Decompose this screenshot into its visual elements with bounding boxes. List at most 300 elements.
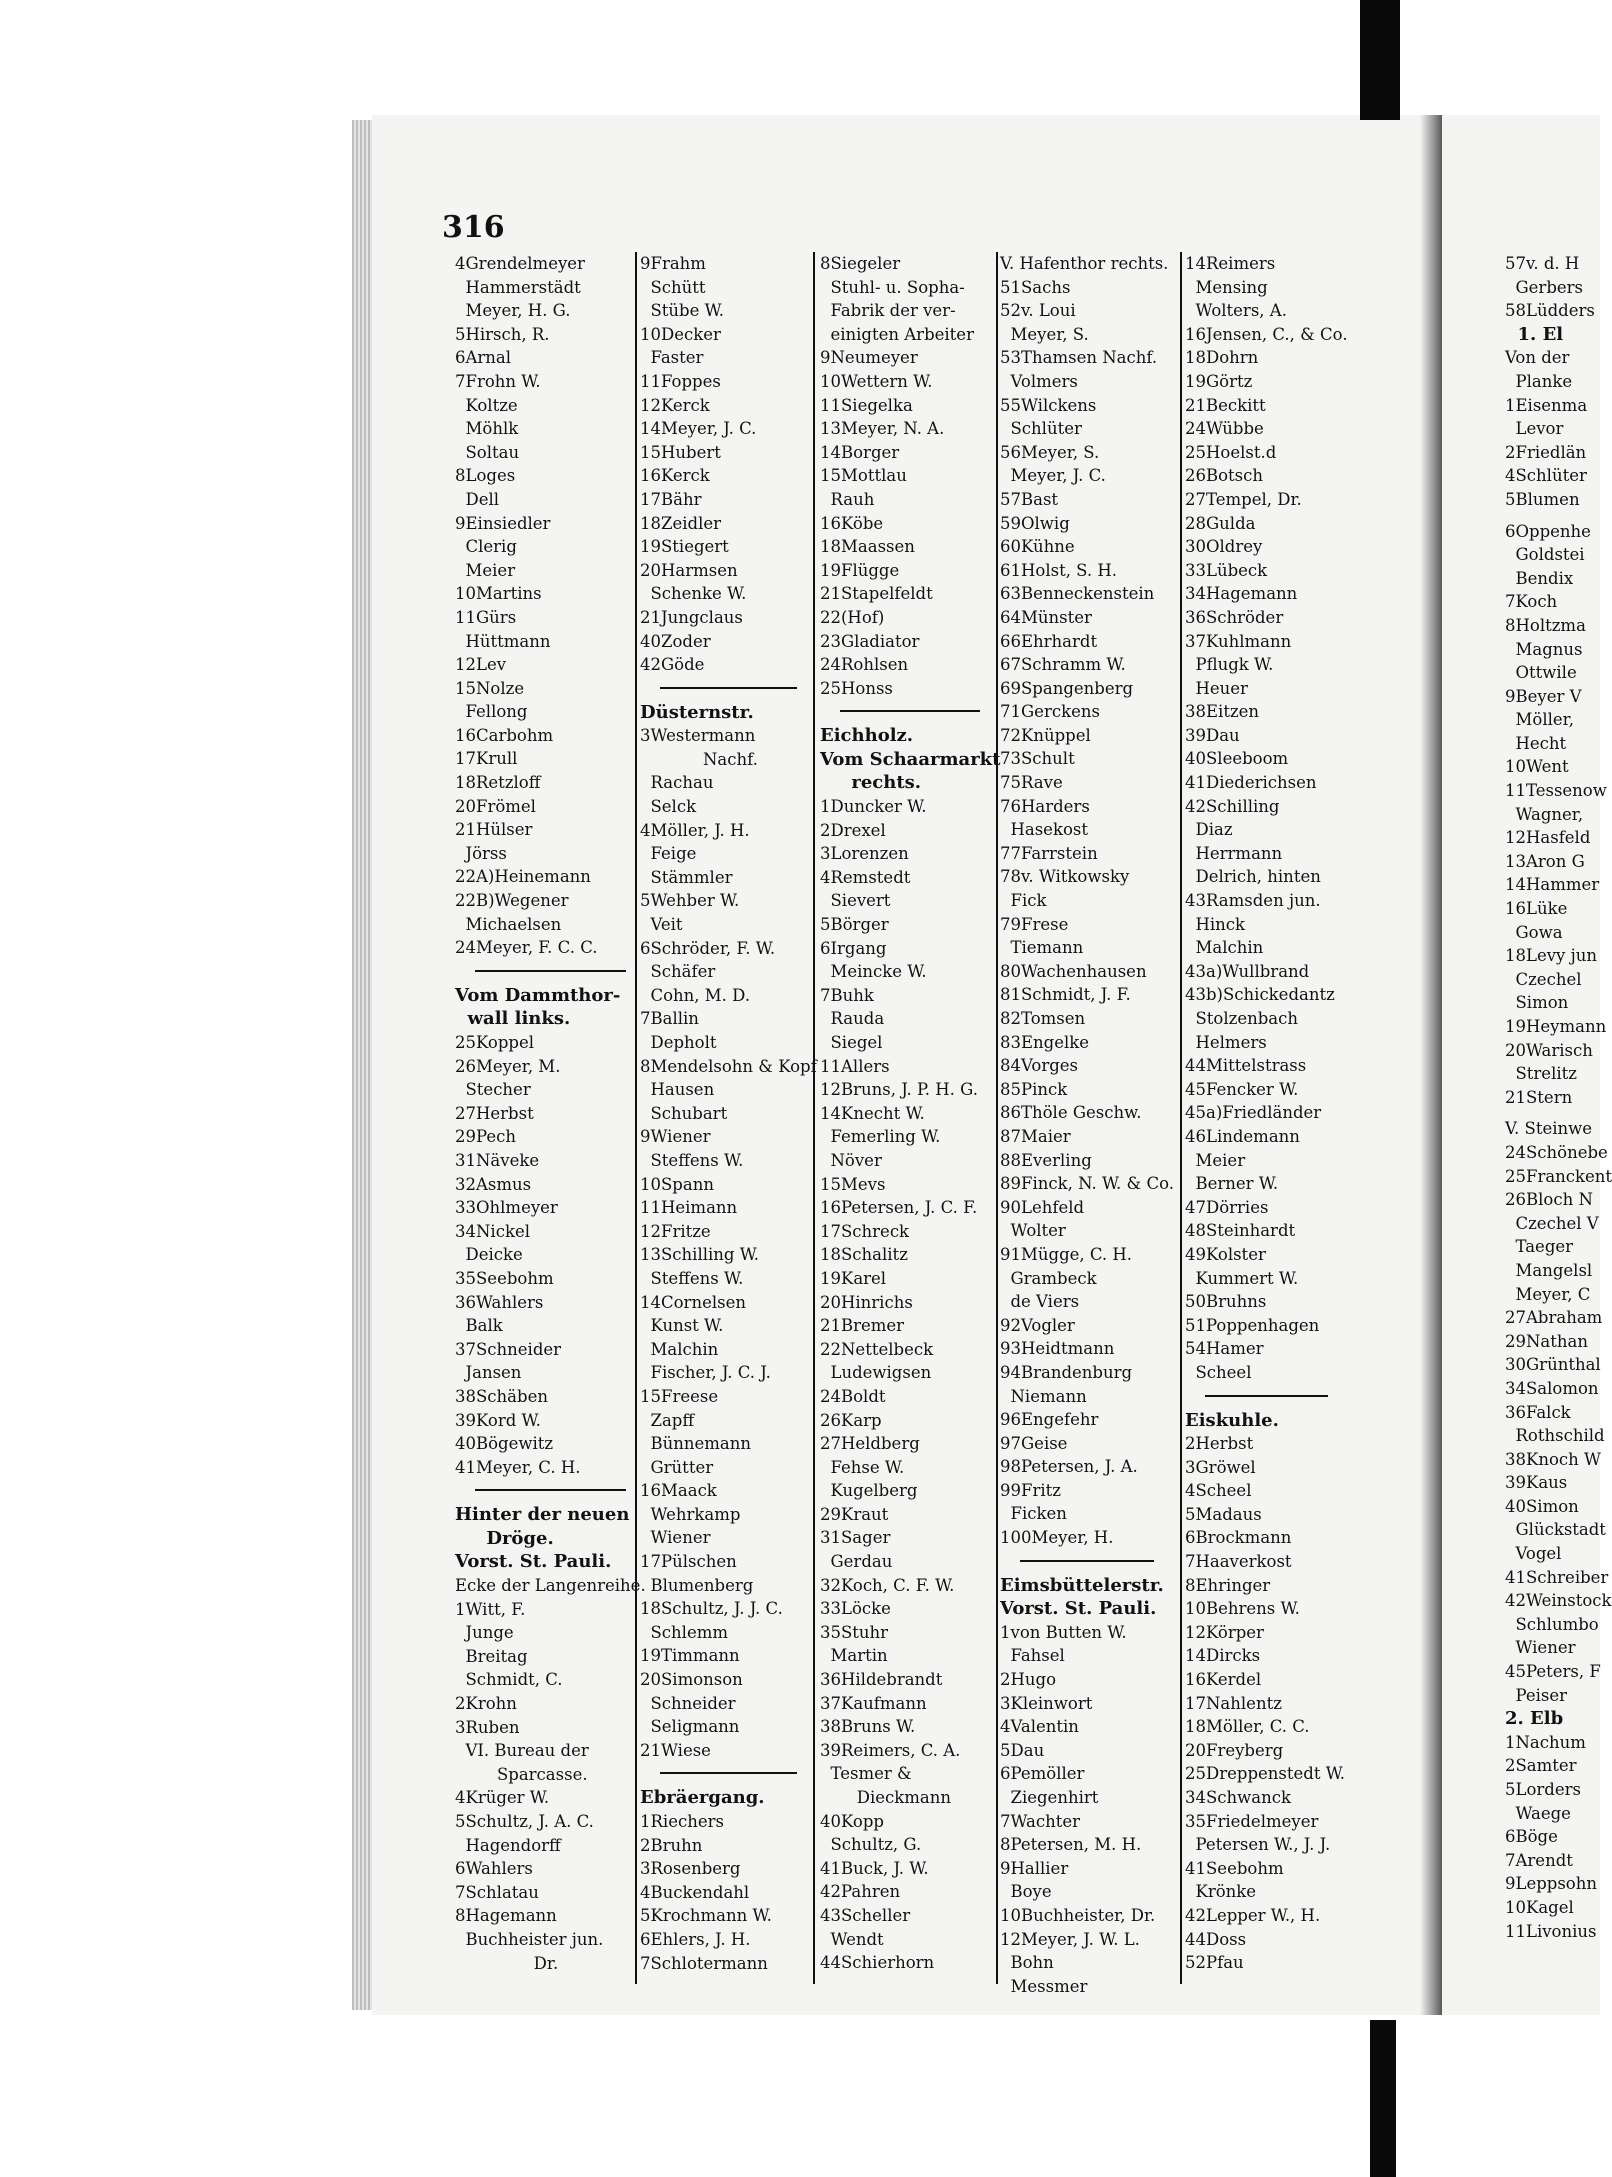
directory-entry: 47Dörries	[1185, 1197, 1269, 1217]
column-rule	[1180, 252, 1182, 1984]
directory-entry: 85Pinck	[1000, 1079, 1068, 1099]
directory-entry: 22A)Heinemann	[455, 867, 591, 887]
directory-entry: Steffens W.	[640, 1268, 744, 1288]
directory-entry: Deicke	[455, 1245, 523, 1265]
directory-entry: 40Zoder	[640, 631, 711, 651]
directory-entry: Gerdau	[820, 1552, 893, 1572]
directory-entry: 100Meyer, H.	[1000, 1528, 1114, 1548]
directory-entry: Mensing	[1185, 277, 1268, 297]
directory-entry: 22B)Wegener	[455, 891, 569, 911]
directory-entry: 8Ehringer	[1185, 1575, 1271, 1595]
directory-entry: 1von Butten W.	[1000, 1622, 1127, 1642]
directory-entry: 1Witt, F.	[455, 1599, 526, 1619]
directory-entry: Möller,	[1505, 710, 1574, 730]
directory-entry: Diaz	[1185, 820, 1233, 840]
directory-entry: 10Kagel	[1505, 1897, 1574, 1917]
directory-entry: 22(Hof)	[820, 607, 885, 627]
directory-entry: Hagendorff	[455, 1835, 561, 1855]
directory-entry: 7Arendt	[1505, 1850, 1573, 1870]
directory-entry: 19Stiegert	[640, 537, 729, 557]
directory-entry: 32Koch, C. F. W.	[820, 1575, 955, 1595]
directory-entry: Meier	[1185, 1150, 1246, 1170]
directory-entry: Steffens W.	[640, 1150, 744, 1170]
directory-entry: 2Bruhn	[640, 1835, 703, 1855]
directory-entry: 11Heimann	[640, 1198, 738, 1218]
directory-entry: 36Wahlers	[455, 1292, 544, 1312]
directory-entry: Wehrkamp	[640, 1504, 741, 1524]
directory-entry: 6Brockmann	[1185, 1528, 1292, 1548]
directory-entry: 7Schlotermann	[640, 1953, 768, 1973]
directory-entry: Koltze	[455, 395, 518, 415]
directory-entry: 88Everling	[1000, 1150, 1092, 1170]
directory-entry: 2Friedlän	[1505, 442, 1587, 462]
directory-entry: Hecht	[1505, 733, 1567, 753]
directory-entry: 21Wiese	[640, 1740, 711, 1760]
directory-entry: 15Mottlau	[820, 466, 907, 486]
directory-entry: Mangelsl	[1505, 1260, 1593, 1280]
directory-entry: 18Zeidler	[640, 513, 721, 533]
directory-entry: 12Fritze	[640, 1221, 711, 1241]
directory-entry: 14Meyer, J. C.	[640, 419, 757, 439]
directory-entry: 86Thöle Geschw.	[1000, 1103, 1142, 1123]
directory-entry: Dell	[455, 489, 500, 509]
directory-entry: Schlumbo	[1505, 1614, 1599, 1634]
directory-entry: 82Tomsen	[1000, 1009, 1086, 1028]
directory-entry: 1Riechers	[640, 1812, 724, 1831]
directory-entry: Planke	[1505, 371, 1573, 391]
directory-entry: Femerling W.	[820, 1127, 941, 1147]
directory-entry: Ottwile	[1505, 663, 1577, 683]
directory-entry: 10Behrens W.	[1185, 1599, 1300, 1619]
directory-entry: 42Pahren	[820, 1882, 901, 1902]
directory-entry: 38Bruns W.	[820, 1717, 916, 1737]
street-heading: rechts.	[820, 772, 922, 794]
directory-entry: 10Went	[1505, 757, 1569, 777]
directory-entry: Grütter	[640, 1457, 714, 1477]
directory-entry: 60Kühne	[1000, 537, 1075, 557]
directory-entry: 87Maier	[1000, 1126, 1071, 1146]
directory-entry: 44Mittelstrass	[1185, 1056, 1307, 1076]
directory-entry: Czechel	[1505, 969, 1582, 989]
section-divider	[1205, 1395, 1328, 1397]
directory-entry: Meier	[455, 560, 516, 580]
directory-entry: 39Reimers, C. A.	[820, 1740, 961, 1760]
directory-entry: 17Bähr	[640, 489, 702, 509]
directory-entry: 13Schilling W.	[640, 1245, 760, 1265]
directory-entry: 69Spangenberg	[1000, 678, 1134, 698]
directory-entry: 79Frese	[1000, 914, 1069, 934]
directory-entry: Jörss	[455, 843, 507, 863]
directory-entry: 11Tessenow	[1505, 781, 1607, 801]
directory-entry: 28Gulda	[1185, 513, 1256, 533]
directory-entry: Pflugk W.	[1185, 655, 1274, 675]
directory-entry: 53Thamsen Nachf.	[1000, 348, 1158, 368]
directory-entry: 15Nolze	[455, 678, 525, 698]
directory-entry: VI. Bureau der	[455, 1741, 589, 1761]
directory-entry: 16Carbohm	[455, 725, 554, 745]
directory-entry: Wendt	[820, 1929, 884, 1949]
directory-entry: Selck	[640, 797, 697, 817]
directory-entry: Malchin	[640, 1339, 719, 1359]
directory-column-1	[455, 252, 646, 1975]
directory-entry: 6Oppenhe	[1505, 521, 1591, 541]
directory-entry: 76Harders	[1000, 796, 1090, 816]
directory-entry: 18Schultz, J. J. C.	[640, 1599, 783, 1619]
directory-entry: 5Hirsch, R.	[455, 324, 550, 344]
directory-entry: 6Böge	[1505, 1827, 1558, 1847]
directory-entry: 11Allers	[820, 1056, 890, 1076]
directory-entry: 26Meyer, M.	[455, 1056, 561, 1076]
directory-entry: Wiener	[1505, 1638, 1576, 1658]
directory-entry: 72Knüppel	[1000, 725, 1091, 745]
directory-entry: 17Nahlentz	[1185, 1693, 1282, 1713]
directory-entry: 11Gürs	[455, 607, 517, 627]
directory-entry: 19Karel	[820, 1268, 887, 1288]
directory-entry: 26Bloch N	[1505, 1190, 1593, 1210]
directory-entry: 56Meyer, S.	[1000, 442, 1100, 462]
directory-entry: Krönke	[1185, 1882, 1257, 1902]
directory-entry: Meyer, S.	[1000, 324, 1089, 344]
directory-entry: 26Botsch	[1185, 466, 1264, 486]
directory-entry: 40Sleeboom	[1185, 749, 1289, 769]
directory-entry: 2Samter	[1505, 1756, 1577, 1776]
directory-entry: 3Gröwel	[1185, 1457, 1256, 1477]
directory-entry: 39Kord W.	[455, 1410, 541, 1430]
directory-entry: 20Freyberg	[1185, 1740, 1284, 1760]
directory-entry: 9Beyer V	[1505, 686, 1582, 706]
directory-entry: 9Einsiedler	[455, 513, 551, 533]
directory-entry: Fabrik der ver-	[820, 301, 956, 321]
directory-entry: 5Krochmann W.	[640, 1906, 772, 1926]
directory-entry: 7Frohn W.	[455, 371, 541, 391]
directory-entry: 25Honss	[820, 678, 893, 698]
directory-entry: 77Farrstein	[1000, 843, 1098, 863]
directory-entry: 45Fencker W.	[1185, 1079, 1299, 1099]
directory-entry: Hammerstädt	[455, 277, 581, 297]
directory-entry: 25Franckent	[1505, 1166, 1612, 1186]
directory-entry: Czechel V	[1505, 1213, 1599, 1233]
directory-entry: 7Haaverkost	[1185, 1552, 1292, 1572]
directory-entry: 18Maassen	[820, 537, 915, 557]
directory-entry: 8Siegeler	[820, 254, 901, 273]
directory-entry: Stübe W.	[640, 301, 724, 321]
directory-entry: 3Westermann	[640, 726, 756, 746]
directory-entry: 80Wachenhausen	[1000, 961, 1147, 981]
directory-entry: 42Lepper W., H.	[1185, 1905, 1321, 1925]
directory-entry: 33Lübeck	[1185, 560, 1268, 580]
binding-strip-top	[1360, 0, 1400, 120]
directory-entry: 7Buhk	[820, 985, 874, 1005]
directory-entry: Delrich, hinten	[1185, 867, 1321, 887]
directory-entry: 5Schultz, J. A. C.	[455, 1812, 594, 1831]
directory-entry: 5Madaus	[1185, 1504, 1262, 1524]
directory-entry: Waege	[1505, 1803, 1571, 1823]
directory-entry: 4Valentin	[1000, 1717, 1079, 1737]
directory-entry: 21Hülser	[455, 820, 533, 840]
directory-entry: 17Krull	[455, 749, 518, 769]
directory-entry: 37Schneider	[455, 1339, 562, 1359]
directory-entry: 55Wilckens	[1000, 395, 1097, 415]
directory-entry: 51Sachs	[1000, 277, 1071, 297]
directory-entry: 5Börger	[820, 915, 889, 935]
directory-entry: Tesmer &	[820, 1764, 912, 1784]
directory-entry: Schubart	[640, 1103, 728, 1123]
directory-entry: 66Ehrhardt	[1000, 631, 1098, 651]
directory-entry: Junge	[455, 1623, 514, 1643]
directory-entry: 10Decker	[640, 324, 721, 344]
directory-entry: Blumenberg	[640, 1575, 754, 1595]
directory-entry: Rauda	[820, 1009, 885, 1029]
directory-entry: 10Wettern W.	[820, 371, 933, 391]
directory-entry: 6Schröder, F. W.	[640, 938, 776, 958]
directory-entry: 49Kolster	[1185, 1244, 1266, 1264]
directory-entry: Möhlk	[455, 419, 519, 439]
directory-entry: 19Görtz	[1185, 371, 1253, 391]
directory-entry: 59Olwig	[1000, 513, 1070, 533]
directory-entry: 8Loges	[455, 466, 516, 486]
directory-entry: 15Hubert	[640, 442, 721, 462]
directory-entry: Scheel	[1185, 1362, 1252, 1382]
street-heading: Dröge.	[455, 1527, 554, 1549]
directory-entry: 14Reimers	[1185, 254, 1276, 273]
directory-entry: Fahsel	[1000, 1646, 1065, 1666]
page-number: 316	[442, 210, 505, 245]
directory-entry: 5Dau	[1000, 1740, 1045, 1760]
directory-entry: 1Eisenma	[1505, 395, 1588, 415]
directory-entry: 91Mügge, C. H.	[1000, 1244, 1133, 1264]
directory-entry: 35Seebohm	[455, 1268, 554, 1288]
directory-entry: Strelitz	[1505, 1064, 1577, 1084]
directory-entry: Schmidt, C.	[455, 1670, 563, 1690]
directory-entry: Levor	[1505, 419, 1564, 439]
directory-entry: 36Hildebrandt	[820, 1670, 943, 1690]
directory-entry: 37Kuhlmann	[1185, 631, 1292, 651]
directory-entry: 61Holst, S. H.	[1000, 560, 1118, 580]
directory-entry: 4Schlüter	[1505, 466, 1587, 486]
directory-entry: 8Petersen, M. H.	[1000, 1835, 1142, 1855]
directory-entry: 16Kerck	[640, 466, 710, 486]
directory-entry: Bendix	[1505, 568, 1574, 588]
directory-entry: 42Weinstock	[1505, 1591, 1612, 1611]
directory-entry: Schütt	[640, 277, 706, 297]
street-heading: 1. El	[1505, 323, 1564, 345]
directory-entry: 33Ohlmeyer	[455, 1198, 558, 1218]
directory-entry: 7Wachter	[1000, 1811, 1081, 1831]
directory-entry: 14Borger	[820, 442, 900, 462]
directory-entry: 30Oldrey	[1185, 537, 1263, 557]
directory-entry: 19Flügge	[820, 560, 900, 580]
directory-entry: 71Gerckens	[1000, 702, 1100, 722]
directory-entry: 9Frahm	[640, 254, 706, 273]
directory-entry: 17Schreck	[820, 1221, 910, 1241]
directory-entry: Cohn, M. D.	[640, 985, 751, 1005]
directory-entry: 27Abraham	[1505, 1308, 1603, 1328]
directory-entry: de Viers	[1000, 1292, 1080, 1312]
directory-entry: 14Cornelsen	[640, 1292, 746, 1312]
directory-entry: Schlemm	[640, 1622, 728, 1642]
directory-entry: 22Nettelbeck	[820, 1339, 934, 1359]
directory-entry: Fellong	[455, 702, 528, 722]
directory-entry: 45a)Friedländer	[1185, 1103, 1322, 1123]
directory-entry: 93Heidtmann	[1000, 1339, 1115, 1359]
directory-entry: Schenke W.	[640, 584, 747, 604]
directory-entry: 30Grünthal	[1505, 1355, 1601, 1375]
directory-entry: Faster	[640, 348, 704, 368]
directory-entry: Meyer, J. C.	[1000, 466, 1106, 486]
directory-entry: 20Harmsen	[640, 560, 738, 580]
directory-entry: Rothschild	[1505, 1426, 1605, 1446]
directory-entry: 2Krohn	[455, 1694, 517, 1714]
directory-entry: Sparcasse.	[455, 1764, 588, 1784]
street-heading: Düsternstr.	[640, 701, 754, 723]
directory-entry: Petersen W., J. J.	[1185, 1835, 1331, 1855]
directory-entry: 57v. d. H	[1505, 254, 1580, 273]
directory-entry: 19Heymann	[1505, 1017, 1607, 1036]
directory-entry: 38Knoch W	[1505, 1449, 1601, 1469]
directory-entry: Jansen	[455, 1363, 522, 1383]
directory-entry: 12Körper	[1185, 1622, 1264, 1642]
directory-entry: Schlüter	[1000, 419, 1082, 439]
directory-entry: 20Hinrichs	[820, 1292, 913, 1312]
directory-entry: 14Dircks	[1185, 1646, 1261, 1666]
directory-entry: 24Rohlsen	[820, 655, 909, 675]
directory-entry: 12Bruns, J. P. H. G.	[820, 1080, 979, 1100]
directory-entry: Kunst W.	[640, 1316, 724, 1336]
directory-entry: 3Rosenberg	[640, 1859, 741, 1879]
directory-entry: 16Jensen, C., & Co.	[1185, 324, 1348, 344]
directory-entry: 5Blumen	[1505, 489, 1580, 509]
page-stack-edge	[352, 120, 374, 2010]
directory-entry: 14Knecht W.	[820, 1103, 925, 1123]
directory-entry: 10Spann	[640, 1174, 714, 1194]
directory-entry: Feige	[640, 844, 697, 864]
directory-entry: Stuhl- u. Sopha-	[820, 277, 965, 297]
directory-column-4	[1000, 252, 1174, 1998]
directory-entry: 4Scheel	[1185, 1481, 1252, 1501]
directory-entry: Ludewigsen	[820, 1363, 932, 1383]
directory-entry: 40Simon	[1505, 1496, 1579, 1516]
directory-entry: 24Boldt	[820, 1386, 886, 1406]
street-heading: Vom Schaarmarkt	[820, 748, 1001, 770]
street-heading: 2. Elb	[1505, 1708, 1564, 1730]
directory-entry: 43Ramsden jun.	[1185, 891, 1321, 911]
directory-entry: Niemann	[1000, 1386, 1087, 1406]
directory-entry: 25Dreppenstedt W.	[1185, 1764, 1346, 1784]
directory-column-3	[820, 252, 1000, 1975]
street-heading: Eichholz.	[820, 725, 914, 747]
directory-entry: Ficken	[1000, 1504, 1067, 1524]
directory-entry: Michaelsen	[455, 914, 562, 934]
directory-entry: Meyer, H. G.	[455, 301, 571, 321]
directory-entry: 27Heldberg	[820, 1434, 920, 1454]
directory-entry: 38Schäben	[455, 1386, 548, 1406]
directory-entry: 43Scheller	[820, 1905, 911, 1925]
directory-entry: Bünnemann	[640, 1434, 751, 1454]
directory-entry: 25Hoelst.d	[1185, 442, 1277, 462]
directory-entry: Helmers	[1185, 1032, 1267, 1052]
directory-entry: 4Remstedt	[820, 867, 911, 887]
directory-entry: 39Kaus	[1505, 1473, 1568, 1493]
directory-entry: Tiemann	[1000, 938, 1084, 958]
directory-entry: 27Tempel, Dr.	[1185, 489, 1302, 509]
directory-entry: Fischer, J. C. J.	[640, 1363, 771, 1383]
directory-entry: Wolters, A.	[1185, 301, 1287, 321]
directory-entry: 14Hammer	[1505, 875, 1600, 895]
directory-entry: 3Ruben	[455, 1717, 520, 1737]
directory-entry: Nachf.	[640, 749, 758, 769]
directory-entry: 73Schult	[1000, 749, 1075, 769]
directory-entry: Simon	[1505, 993, 1569, 1013]
directory-entry: 5Wehber W.	[640, 891, 740, 911]
directory-entry: 18Dohrn	[1185, 348, 1259, 368]
directory-entry: Veit	[640, 915, 683, 935]
directory-entry: 99Fritz	[1000, 1480, 1061, 1500]
directory-entry: 41Schreiber	[1505, 1567, 1609, 1587]
directory-entry: 7Koch	[1505, 592, 1558, 612]
directory-entry: Meyer, C	[1505, 1284, 1591, 1304]
street-heading: Ebräergang.	[640, 1787, 765, 1809]
directory-entry: Glückstadt	[1505, 1520, 1606, 1540]
street-heading: wall links.	[455, 1008, 571, 1030]
directory-entry: Ziegenhirt	[1000, 1788, 1099, 1807]
directory-entry: Hüttmann	[455, 631, 551, 651]
directory-entry: 24Wübbe	[1185, 419, 1264, 439]
directory-entry: 24Schönebe	[1505, 1142, 1608, 1162]
directory-entry: Heuer	[1185, 678, 1248, 698]
section-divider	[1020, 1560, 1154, 1562]
directory-entry: 31Näveke	[455, 1150, 540, 1170]
directory-entry: 11Siegelka	[820, 395, 913, 415]
directory-entry: 12Lev	[455, 655, 507, 675]
directory-entry: 84Vorges	[1000, 1056, 1079, 1076]
directory-entry: 3Lorenzen	[820, 844, 909, 864]
directory-entry: 19Timmann	[640, 1646, 740, 1666]
directory-entry: Vogel	[1505, 1544, 1562, 1564]
directory-entry: Stämmler	[640, 867, 733, 887]
directory-entry: 16Lüke	[1505, 899, 1568, 919]
directory-entry: 3Kleinwort	[1000, 1693, 1093, 1713]
directory-entry: Fehse W.	[820, 1457, 905, 1477]
directory-entry: Wolter	[1000, 1221, 1066, 1241]
directory-entry: 29Nathan	[1505, 1331, 1588, 1351]
directory-entry: 2Drexel	[820, 820, 886, 840]
directory-entry: Kugelberg	[820, 1481, 918, 1501]
directory-entry: Fick	[1000, 891, 1047, 911]
directory-entry: Ecke der Langenreihe.	[455, 1576, 646, 1596]
directory-entry: 24Meyer, F. C. C.	[455, 938, 598, 958]
directory-entry: 8Holtzma	[1505, 615, 1586, 635]
directory-entry: V. Steinwe	[1505, 1119, 1593, 1139]
directory-entry: Bohn	[1000, 1953, 1054, 1973]
directory-entry: Dr.	[455, 1953, 559, 1973]
directory-entry: Buchheister jun.	[455, 1929, 604, 1949]
directory-entry: 44Doss	[1185, 1929, 1247, 1949]
directory-entry: 43a)Wullbrand	[1185, 961, 1310, 981]
directory-entry: Breitag	[455, 1646, 528, 1666]
directory-entry: 41Diederichsen	[1185, 773, 1317, 793]
directory-entry: 10Martins	[455, 584, 542, 604]
directory-entry: 6Wahlers	[455, 1859, 533, 1879]
directory-entry: 4Grendelmeyer	[455, 254, 585, 273]
directory-entry: Taeger	[1505, 1237, 1574, 1257]
directory-entry: 44Schierhorn	[820, 1953, 935, 1973]
directory-entry: Soltau	[455, 442, 520, 462]
directory-entry: 92Vogler	[1000, 1315, 1075, 1335]
directory-entry: 16Petersen, J. C. F.	[820, 1198, 978, 1218]
directory-entry: Malchin	[1185, 938, 1264, 958]
directory-entry: 34Schwanck	[1185, 1788, 1291, 1807]
directory-entry: 29Kraut	[820, 1504, 889, 1524]
